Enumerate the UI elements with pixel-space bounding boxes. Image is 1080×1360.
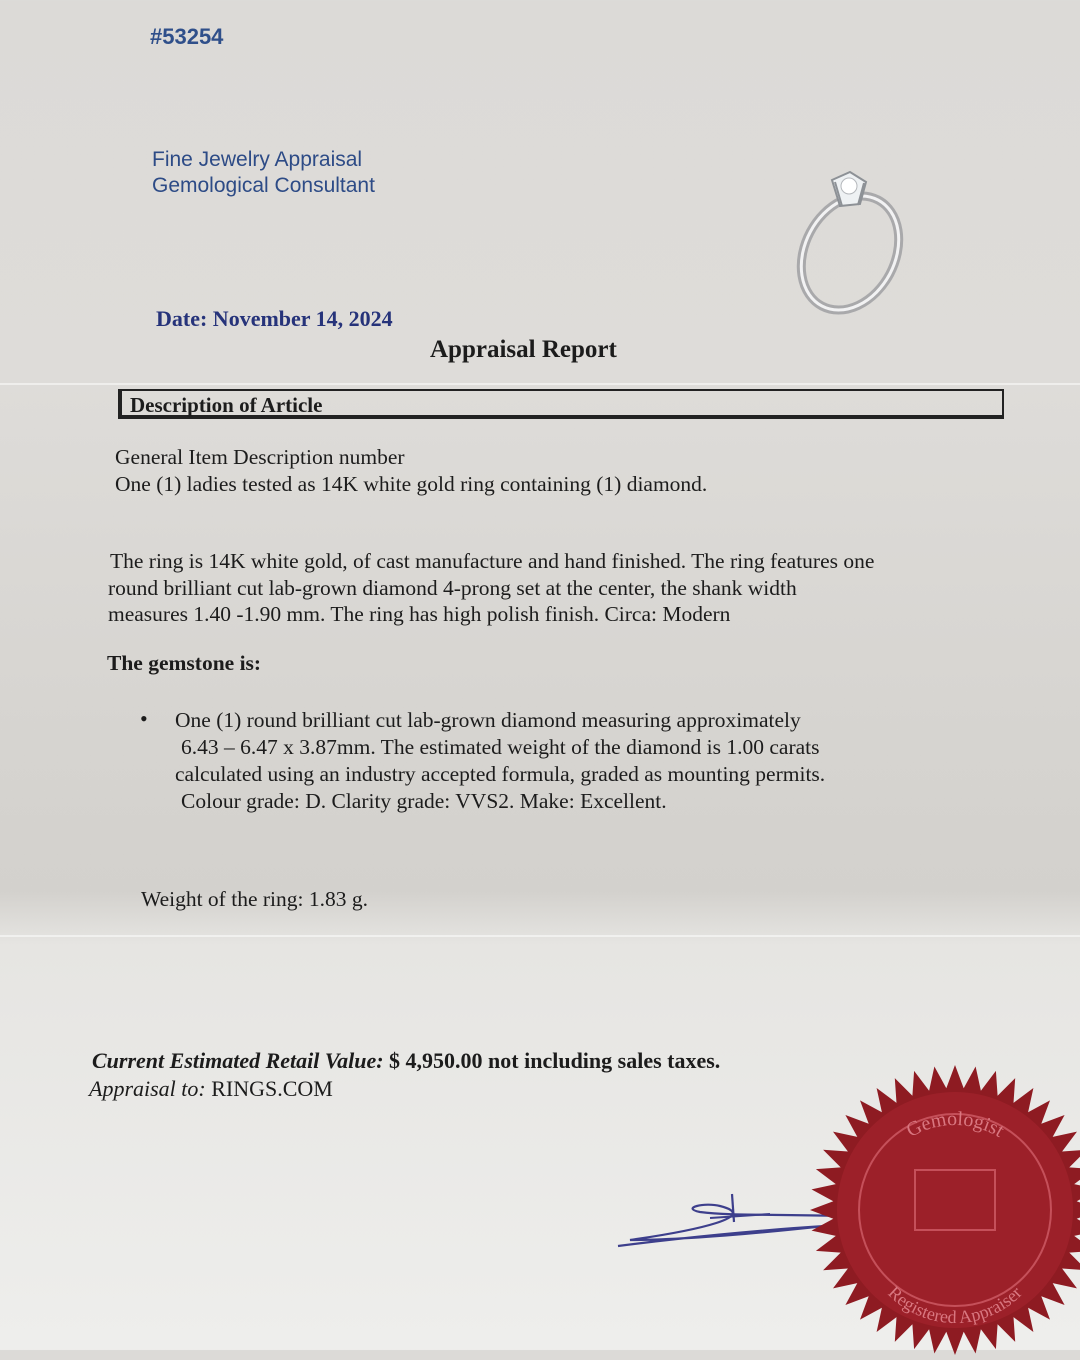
ring-weight: Weight of the ring: 1.83 g. [141,887,368,911]
ring-description-line: round brilliant cut lab-grown diamond 4-prong set at the center, the shank width [108,576,797,600]
appraisal-recipient-label: Appraisal to: [89,1076,206,1101]
reference-number: #53254 [150,24,224,49]
gemstone-detail-line: One (1) round brilliant cut lab-grown diamond measuring approximately [175,708,801,732]
report-date: Date: November 14, 2024 [156,306,393,331]
general-description-text: One (1) ladies tested as 14K white gold ring containing (1) diamond. [115,472,708,496]
report-title: Appraisal Report [430,336,617,363]
ring-description-line: The ring is 14K white gold, of cast manufacture and hand finished. The ring features one [110,549,875,573]
ring-illustration [780,158,910,328]
seal-stamp [810,1060,1080,1360]
estimated-value-amount: $ 4,950.00 not including sales taxes. [389,1048,721,1073]
ring-description-line: measures 1.40 -1.90 mm. The ring has high polish finish. Circa: Modern [108,602,731,626]
business-title-line-1: Fine Jewelry Appraisal [152,148,363,171]
gemstone-detail-line: calculated using an industry accepted formula, graded as mounting permits. [175,762,826,786]
gemstone-detail-line: Colour grade: D. Clarity grade: VVS2. Make: Excellent. [181,789,667,813]
paper-fold [0,383,1080,385]
paper-fold [0,935,1080,937]
appraisal-recipient [89,1076,333,1102]
estimated-value-label: Current Estimated Retail Value: [92,1048,384,1073]
general-description-label: General Item Description number [115,445,405,469]
gemstone-heading: The gemstone is: [107,651,262,675]
gemstone-detail-line: 6.43 – 6.47 x 3.87mm. The estimated weight of the diamond is 1.00 carats [181,735,820,759]
business-title-line-2: Gemological Consultant [152,174,375,197]
appraisal-recipient-name: RINGS.COM [211,1076,333,1101]
section-header-label: Description of Article [130,393,323,417]
section-header-divider [120,391,122,415]
section-header-box [118,389,1004,419]
bullet-icon: • [140,706,148,731]
seal-top-text: Gemologist [902,1107,1008,1142]
seal-bottom-text: Registered Appraiser [884,1282,1026,1328]
estimated-value [92,1048,720,1074]
